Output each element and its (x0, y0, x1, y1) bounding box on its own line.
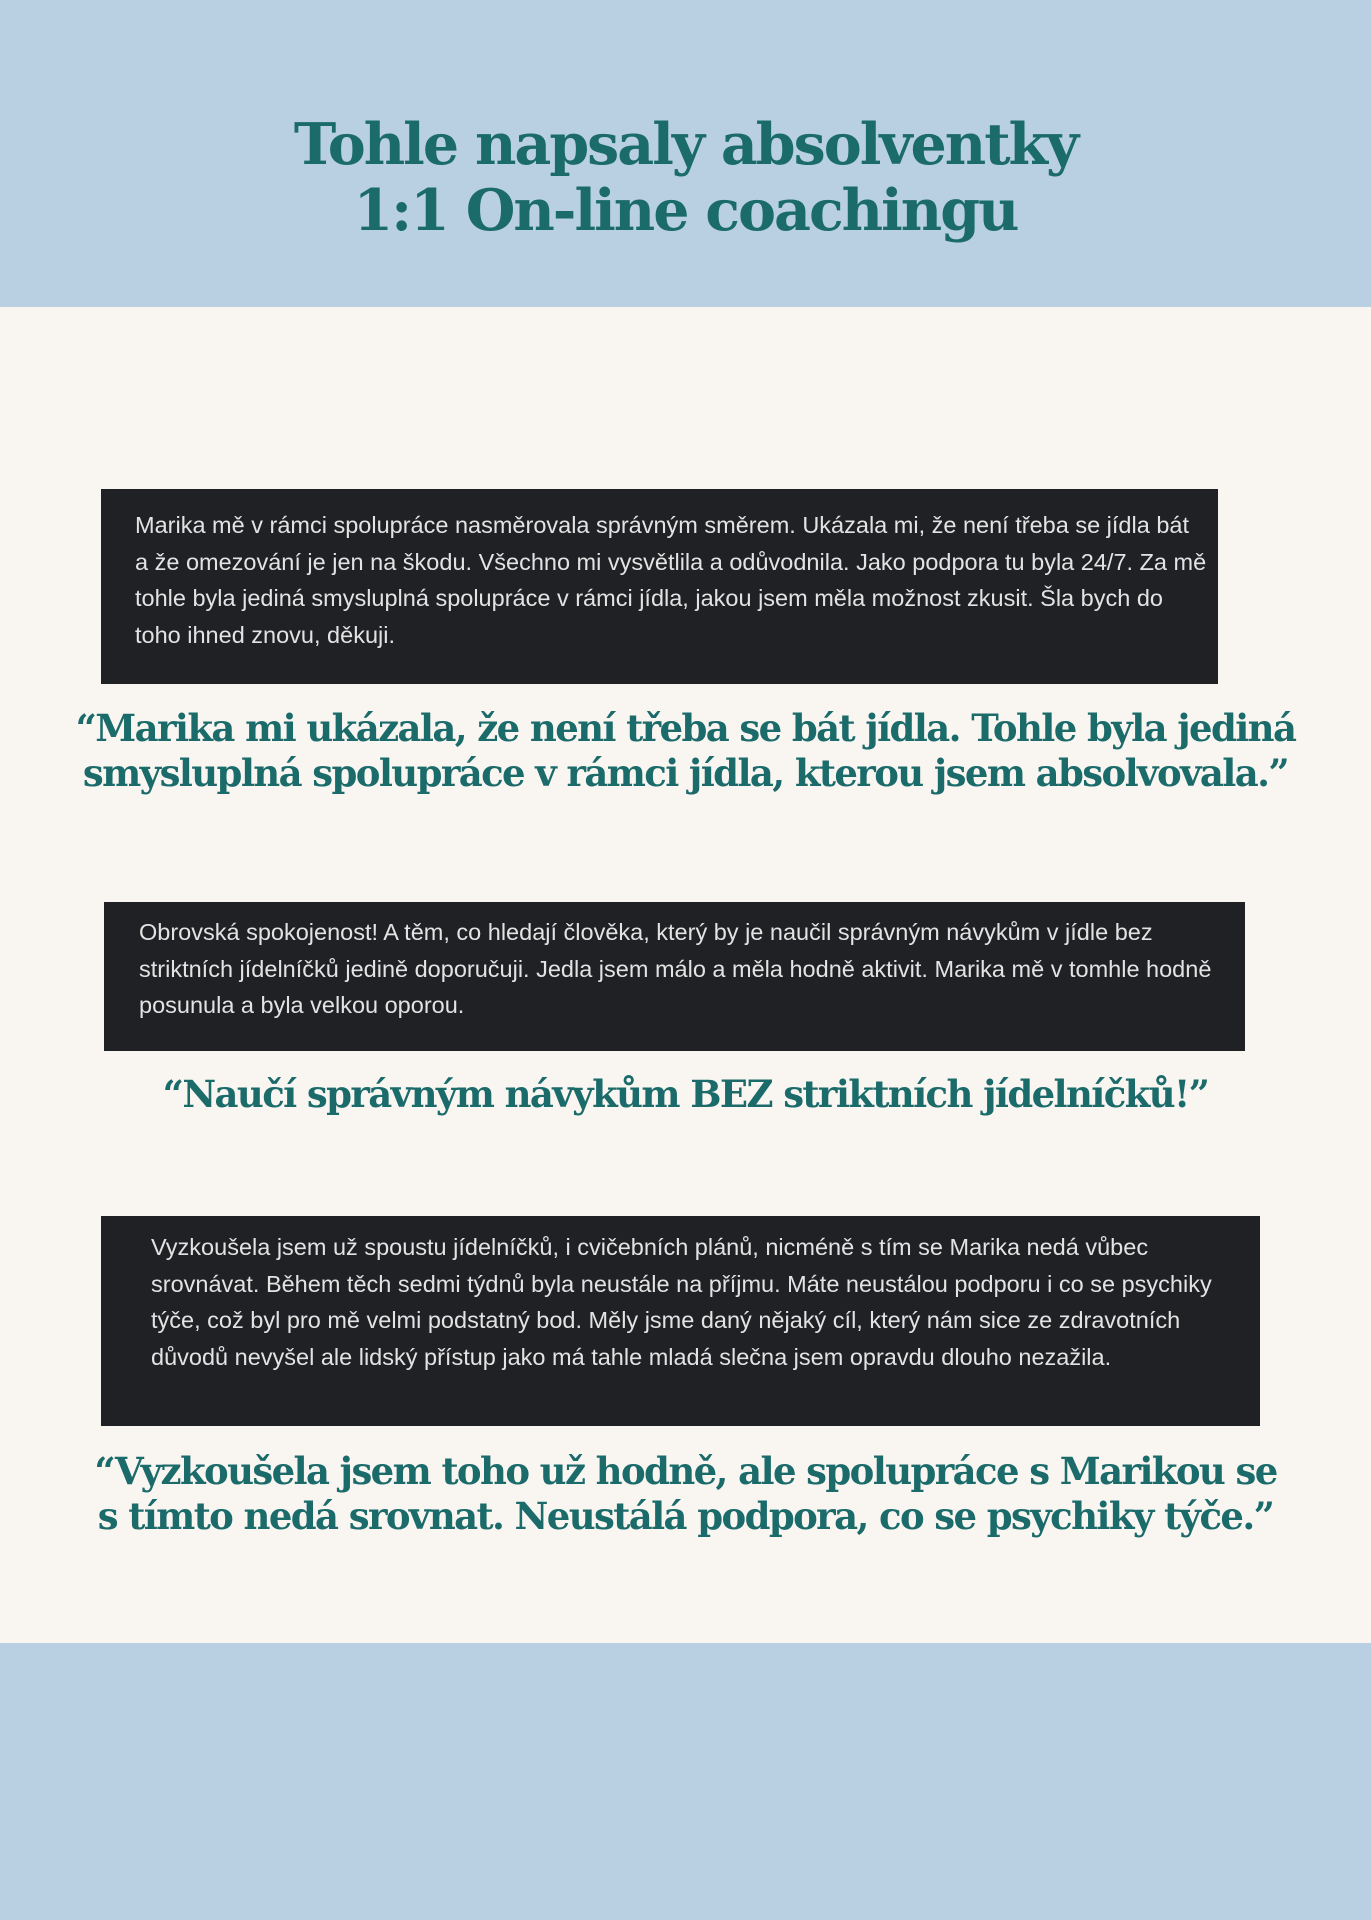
testimonial-quote-2 (0, 1072, 1371, 1117)
page-title (0, 112, 1371, 244)
testimonial-quote-1-line-1: “Marika mi ukázala, že není třeba se bát jídla. Tohle byla jediná (75, 706, 1296, 750)
testimonial-quote-3-line-1: “Vyzkoušela jsem toho už hodně, ale spolupráce s Marikou se (94, 1449, 1277, 1493)
testimonial-quote-3 (0, 1449, 1371, 1539)
testimonial-review-2: Obrovská spokojenost! A těm, co hledají člověka, který by je naučil správným návykům v jídle bez striktních jídelníčků jedině doporučuji. Jedla jsem málo a měla hodně aktivit. Marika mě v tomhle hodně posunula a byla velkou oporou. (104, 902, 1245, 1051)
testimonial-review-3: Vyzkoušela jsem už spoustu jídelníčků, i cvičebních plánů, nicméně s tím se Marika nedá vůbec srovnávat. Během těch sedmi týdnů byla neustále na příjmu. Máte neustálou podporu i co se psychiky týče, což byl pro mě velmi podstatný bod. Měly jsme daný nějaký cíl, který nám sice ze zdravotních důvodů nevyšel ale lidský přístup jako má tahle mladá slečna jsem opravdu dlouho nezažila. (101, 1216, 1260, 1426)
testimonial-quote-1 (0, 706, 1371, 796)
testimonial-quote-2-line-1: “Naučí správným návykům BEZ striktních jídelníčků!” (162, 1072, 1209, 1116)
testimonial-review-1: Marika mě v rámci spolupráce nasměrovala správným směrem. Ukázala mi, že není třeba se jídla bát a že omezování je jen na škodu. Všechno mi vysvětlila a odůvodnila. Jako podpora tu byla 24/7. Za mě tohle byla jediná smysluplná spolupráce v rámci jídla, jakou jsem měla možnost zkusit. Šla bych do toho ihned znovu, děkuji. (101, 489, 1218, 684)
testimonial-quote-1-line-2: smysluplná spolupráce v rámci jídla, kterou jsem absolvovala.” (82, 751, 1289, 795)
footer-band (0, 1643, 1371, 1920)
page-title-line-1: Tohle napsaly absolventky (293, 111, 1078, 178)
page-title-line-2: 1:1 On-line coachingu (353, 177, 1018, 244)
testimonial-quote-3-line-2: s tímto nedá srovnat. Neustálá podpora, co se psychiky týče.” (97, 1494, 1274, 1538)
